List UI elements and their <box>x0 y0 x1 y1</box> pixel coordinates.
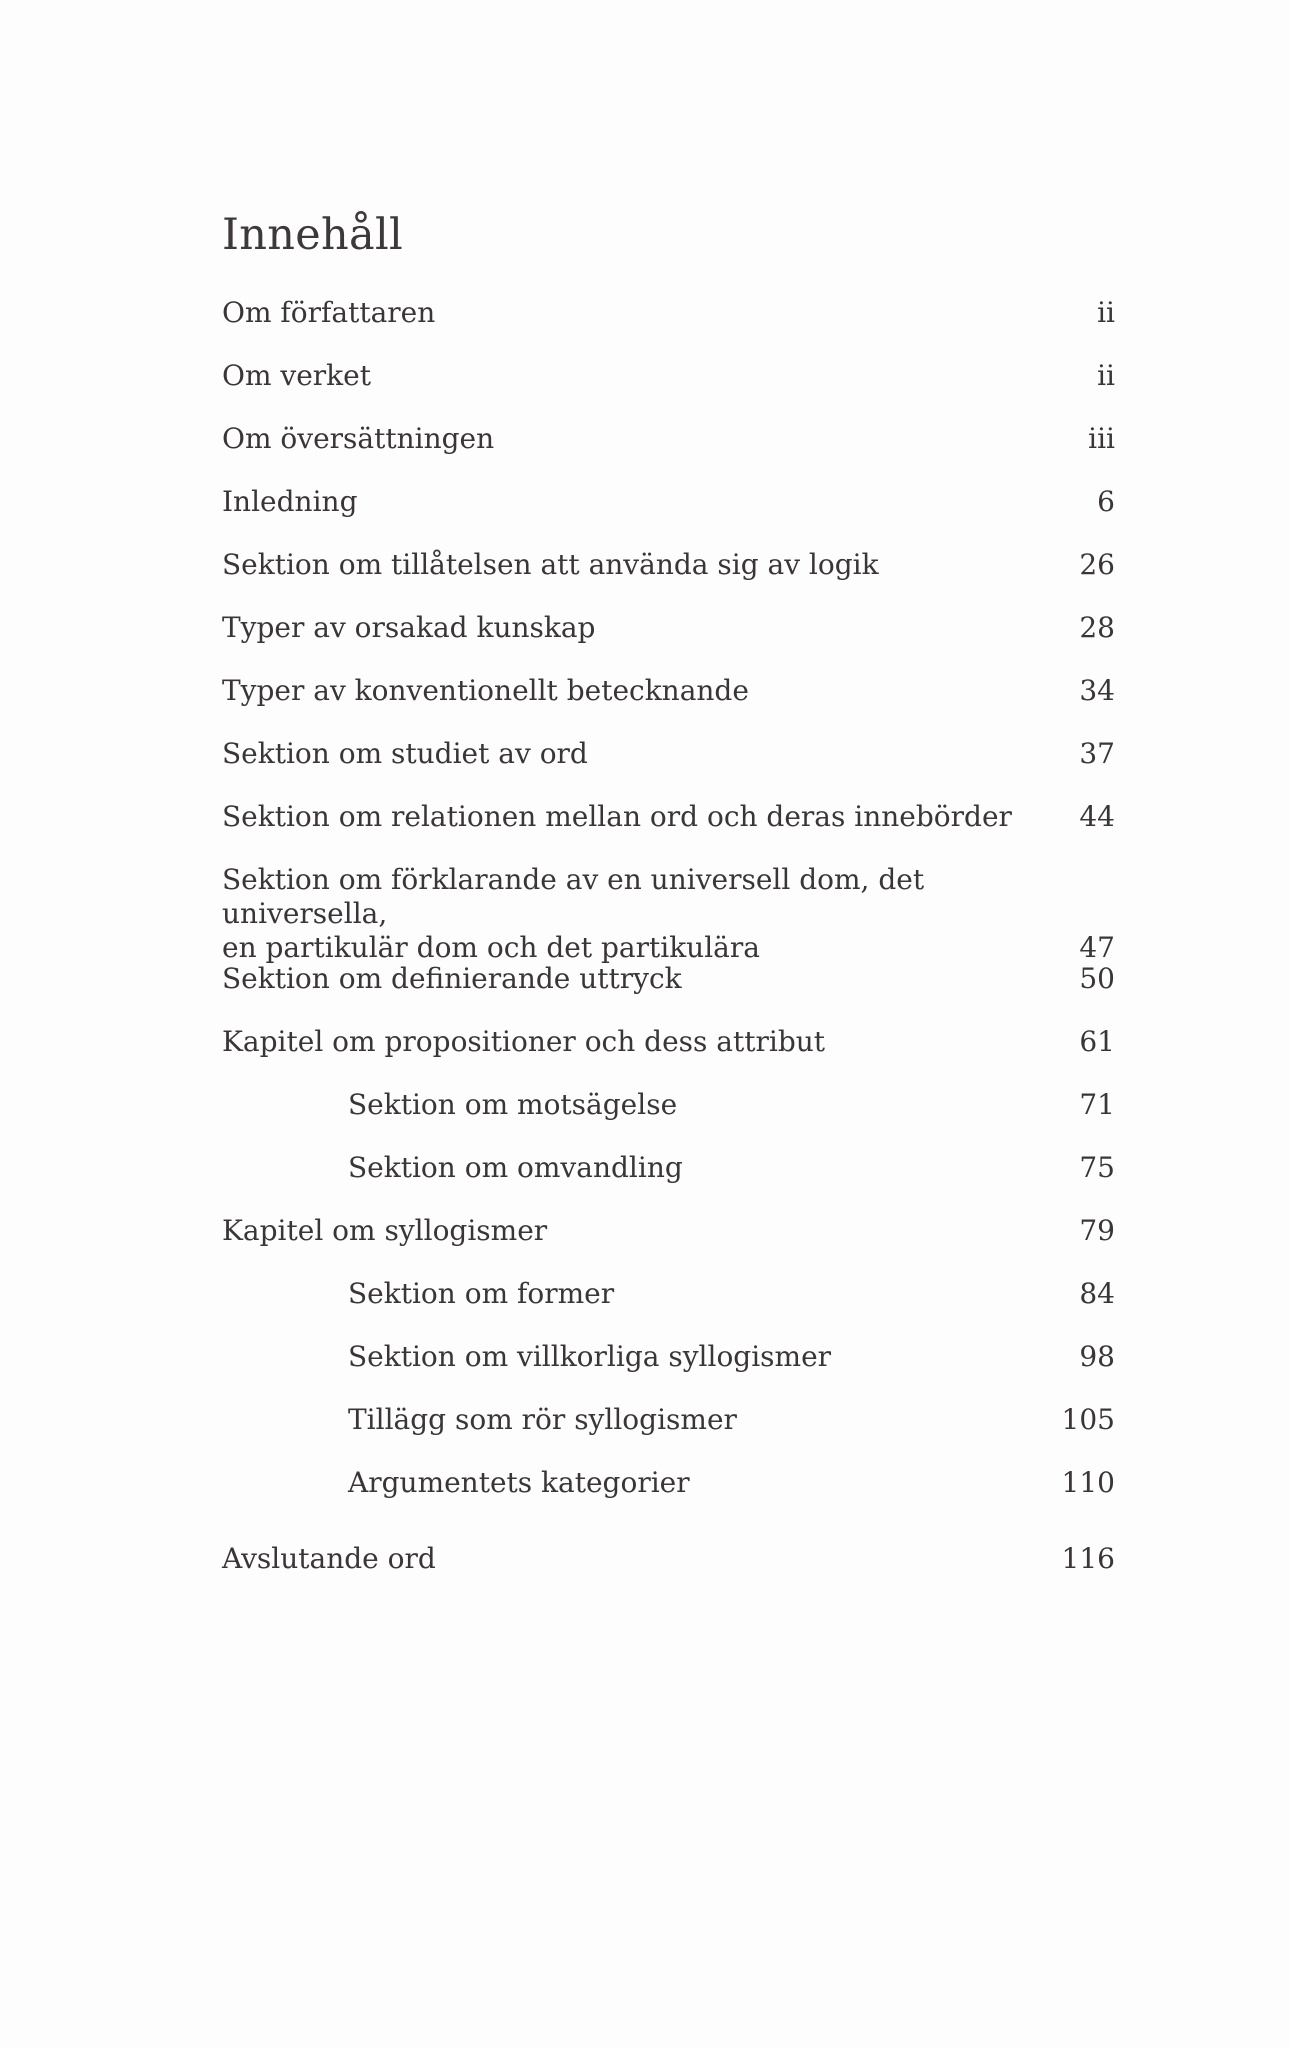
toc-entry-label: Sektion om villkorliga syllogismer <box>348 1340 832 1373</box>
toc-entry-page: 50 <box>1079 962 1115 995</box>
toc-entry-page: 110 <box>1061 1466 1115 1499</box>
toc-entry <box>222 1542 1115 1576</box>
toc-entry-label: Sektion om relationen mellan ord och deras innebörder <box>222 800 1012 833</box>
toc-entry-label: Sektion om studiet av ord <box>222 737 588 770</box>
toc-entry-label-line-2: en partikulär dom och det partikulära <box>222 931 760 964</box>
toc-entry <box>348 1277 1115 1311</box>
toc-entry-page: 28 <box>1079 611 1115 644</box>
toc-entry-label <box>222 863 1012 965</box>
toc-entry-page: 47 <box>1079 931 1115 964</box>
toc-entry <box>348 1403 1115 1437</box>
toc-entry-label: Om översättningen <box>222 422 495 455</box>
toc-entry-label: Sektion om omvandling <box>348 1151 683 1184</box>
toc-entry-page: 44 <box>1079 800 1115 833</box>
toc-entry <box>222 485 1115 519</box>
toc-entry-page: 34 <box>1079 674 1115 707</box>
toc-entry-label: Typer av konventionellt betecknande <box>222 674 749 707</box>
toc-entry-page: ii <box>1097 296 1115 329</box>
toc-entry-label: Argumentets kategorier <box>348 1466 690 1499</box>
toc-entry-label: Om verket <box>222 359 371 392</box>
toc-entry <box>348 1151 1115 1185</box>
toc-entry-page: 71 <box>1079 1088 1115 1121</box>
toc-entry <box>222 737 1115 771</box>
toc-entry-page: 98 <box>1079 1340 1115 1373</box>
toc-entry-page: 37 <box>1079 737 1115 770</box>
toc-entry <box>348 1340 1115 1374</box>
toc-entry-page: iii <box>1088 422 1115 455</box>
toc-entry-label: Kapitel om propositioner och dess attribut <box>222 1025 826 1058</box>
toc-entry-page: 75 <box>1079 1151 1115 1184</box>
toc-entry-page: 26 <box>1079 548 1115 581</box>
toc-entry-page: 79 <box>1079 1214 1115 1247</box>
toc-entry-label: Inledning <box>222 485 358 518</box>
toc-entry-label-line-1: Sektion om förklarande av en universell dom, det universella, <box>222 863 925 930</box>
toc-entry <box>222 359 1115 393</box>
toc-entry <box>222 674 1115 708</box>
toc-entry <box>348 1466 1115 1500</box>
toc-entry-label: Avslutande ord <box>222 1542 436 1575</box>
toc-entry <box>222 800 1115 834</box>
toc-entry-page: 105 <box>1061 1403 1115 1436</box>
toc-entry-label: Sektion om former <box>348 1277 615 1310</box>
toc-entry <box>222 863 1115 965</box>
toc-entry-page: ii <box>1097 359 1115 392</box>
toc-entry <box>222 548 1115 582</box>
toc-entry-label: Sektion om tillåtelsen att använda sig av logik <box>222 548 879 581</box>
toc-entry-label: Om författaren <box>222 296 436 329</box>
toc-entry-page: 116 <box>1061 1542 1115 1575</box>
toc-entry-label: Tillägg som rör syllogismer <box>348 1403 737 1436</box>
toc-entry-label: Sektion om definierande uttryck <box>222 962 682 995</box>
toc-entry-page: 6 <box>1097 485 1115 518</box>
toc-entry-label: Kapitel om syllogismer <box>222 1214 548 1247</box>
toc-entry-page: 84 <box>1079 1277 1115 1310</box>
toc-entry-page: 61 <box>1079 1025 1115 1058</box>
toc-entry <box>348 1088 1115 1122</box>
toc-entry-label: Typer av orsakad kunskap <box>222 611 596 644</box>
toc-entry <box>222 1025 1115 1059</box>
toc-entry <box>222 422 1115 456</box>
toc-entry <box>222 296 1115 330</box>
toc-entry <box>222 611 1115 645</box>
toc-title: Innehåll <box>222 210 404 260</box>
toc-entry-label: Sektion om motsägelse <box>348 1088 678 1121</box>
toc-entry <box>222 1214 1115 1248</box>
toc-entry <box>222 962 1115 996</box>
